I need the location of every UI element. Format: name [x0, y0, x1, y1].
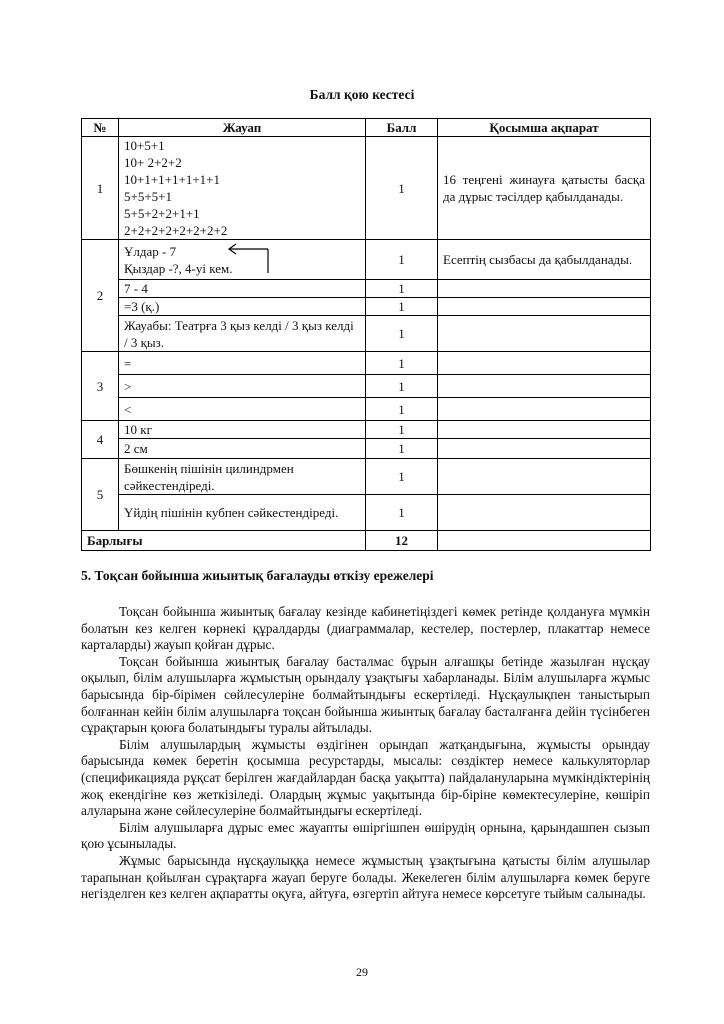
task-number: 1: [82, 137, 119, 240]
paragraph: Білім алушыларға дұрыс емес жауапты өшіргішпен өшірудің орнына, қарындашпен сызып қою ұсынылады.: [81, 819, 650, 852]
score-cell: 1: [366, 459, 438, 495]
answer-cell: 10 кг: [119, 421, 366, 439]
score-cell: 1: [366, 375, 438, 398]
answer-line: 10+ 2+2+2: [124, 155, 182, 170]
info-cell: 16 теңгені жинауға қатысты басқа да дұрыс тәсілдер қабылданады.: [438, 137, 651, 240]
info-cell: [438, 352, 651, 375]
info-cell: [438, 316, 651, 352]
table-row: [82, 316, 651, 352]
answer-cell: =3 (қ.): [119, 298, 366, 316]
table-row: [82, 280, 651, 298]
answer-cell: Бөшкенің пішінін цилиндрмен сәйкестендіреді.: [119, 459, 366, 495]
answer-cell: 7 - 4: [119, 280, 366, 298]
score-cell: 1: [366, 439, 438, 459]
answer-line: 2+2+2+2+2+2+2+2: [124, 223, 228, 238]
score-cell: 1: [366, 298, 438, 316]
score-cell: 1: [366, 398, 438, 421]
paragraph: Білім алушылардың жұмысты өздігінен орындап жатқандығына, жұмысты орындау барысында көмек беретін қосымша ресурстарды, мысалы: сөздіктер немесе калькуляторлар (спецификацияда рұқсат берілген жағдайлардан басқа уақытта) пайдалануларына мүмкіндіктерінің жоқ екендігіне көз жеткізіледі. Олардың жұмыс уақытында бір-біріне көмектесулеріне, көшіріп алуларына және сөйлесулеріне болмайтындығы ескертіледі.: [81, 736, 650, 819]
answer-cell: 2 см: [119, 439, 366, 459]
table-row: [82, 137, 651, 240]
answer-cell: Жауабы: Театрға 3 қыз келді / 3 қыз келді / 3 қыз.: [119, 316, 366, 352]
answer-line: 10+1+1+1+1+1+1: [124, 172, 220, 187]
score-cell: 1: [366, 495, 438, 531]
answer-cell: >: [119, 375, 366, 398]
table-row: [82, 439, 651, 459]
score-cell: 1: [366, 352, 438, 375]
info-cell: [438, 421, 651, 439]
task-number: 3: [82, 352, 119, 421]
header-number: №: [82, 119, 119, 137]
total-label: Барлығы: [82, 531, 366, 551]
total-row: [82, 531, 651, 551]
answer-cell: <: [119, 398, 366, 421]
section-body: [81, 604, 650, 903]
header-info: Қосымша ақпарат: [438, 119, 651, 137]
table-row: [82, 298, 651, 316]
answer-cell: Үйдің пішінін кубпен сәйкестендіреді.: [119, 495, 366, 531]
table-row: [82, 495, 651, 531]
info-cell: [438, 375, 651, 398]
score-cell: 1: [366, 240, 438, 280]
answer-cell: [119, 240, 366, 280]
table-row: [82, 459, 651, 495]
answer-line: Ұлдар - 7: [124, 243, 177, 259]
paragraph: Тоқсан бойынша жиынтық бағалау басталмас бұрын алғашқы бетінде жазылған нұсқау оқылып, білім алушыларға жұмыстың орындалу ұзақтығы хабарланады. Білім алушыларға жұмыс барысында бір-бірімен сөйлесулеріне болмайтындығы ескертіледі. Нұсқаулықпен таныстырып болғаннан кейін білім алушыларға тоқсан бойынша жиынтық бағалау басталғанға дейін түсінбеген сұрақтарын қоюға болатындығы туралы айтылады.: [81, 653, 650, 736]
arrow-left-icon: [224, 243, 274, 275]
answer-line: 5+5+5+1: [124, 189, 172, 204]
answer-line-with-arrow: [124, 243, 360, 260]
table-row: [82, 352, 651, 375]
task-number: 5: [82, 459, 119, 531]
table-row: [82, 240, 651, 280]
info-cell: [438, 298, 651, 316]
paragraph: Жұмыс барысында нұсқаулыққа немесе жұмыстың ұзақтығына қатысты білім алушылар тарапынан қойылған сұрақтарға жауап беруге болады. Жекелеген білім алушыларға көмек беруге негізделген кез келген ақпаратты оқуға, айтуға, өзгертіп айтуға немесе көрсетуге тыйым салынады.: [81, 852, 650, 902]
info-cell: [438, 531, 651, 551]
info-cell: [438, 459, 651, 495]
info-cell: [438, 439, 651, 459]
info-cell: [438, 398, 651, 421]
info-cell: Есептің сызбасы да қабылданады.: [438, 240, 651, 280]
score-cell: 1: [366, 137, 438, 240]
score-cell: 1: [366, 280, 438, 298]
answer-line: 10+5+1: [124, 138, 165, 153]
answer-cell: [119, 137, 366, 240]
table-row: [82, 375, 651, 398]
info-cell: [438, 280, 651, 298]
task-number: 2: [82, 240, 119, 352]
score-cell: 1: [366, 316, 438, 352]
table-title: Балл қою кестесі: [309, 87, 415, 102]
header-answer: Жауап: [119, 119, 366, 137]
task-number: 4: [82, 421, 119, 459]
score-table: [81, 118, 651, 551]
answer-cell: =: [119, 352, 366, 375]
answer-line: Қыздар -?, 4-уі кем.: [124, 260, 233, 276]
page-number: 29: [356, 965, 368, 979]
table-header-row: [82, 119, 651, 137]
table-row: [82, 421, 651, 439]
section-heading: 5. Тоқсан бойынша жиынтық бағалауды өткізу ережелері: [81, 568, 434, 583]
table-row: [82, 398, 651, 421]
score-cell: 1: [366, 421, 438, 439]
header-score: Балл: [366, 119, 438, 137]
answer-line: 5+5+2+2+1+1: [124, 206, 200, 221]
info-cell: [438, 495, 651, 531]
total-score: 12: [366, 531, 438, 551]
paragraph: Тоқсан бойынша жиынтық бағалау кезінде кабинетіңіздегі көмек ретінде қолдануға мүмкін болатын кез келген көрнекі құралдарды (диаграммалар, кестелер, постерлер, плакаттар немесе карталарды) жауып қойған дұрыс.: [81, 604, 650, 653]
